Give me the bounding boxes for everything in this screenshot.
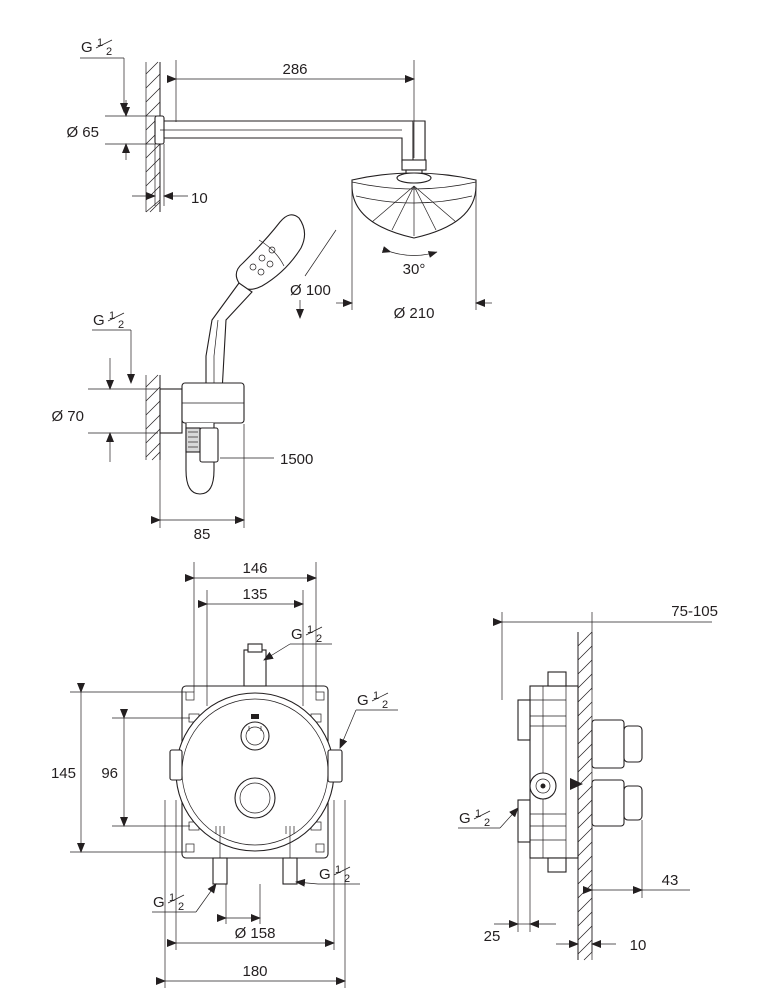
thread-den-front-top: 2	[316, 633, 323, 645]
thread-g-front-top: G	[291, 626, 303, 643]
dim-wall-thickness	[556, 898, 646, 954]
thread-g-side: G	[459, 810, 471, 827]
thread-g-front-br: G	[319, 866, 331, 883]
thread-den-front-right: 2	[382, 699, 389, 711]
svg-text:1500: 1500	[280, 451, 314, 468]
thread-den-front-bl: 2	[178, 901, 185, 913]
svg-text:Ø 158: Ø 158	[234, 925, 276, 942]
thread-num-front-bl: 1	[169, 892, 176, 904]
thread-num-front-top: 1	[307, 624, 314, 636]
dim-height-outer	[51, 692, 186, 852]
dim-flange-depth	[132, 144, 208, 207]
thread-num-top: 1	[97, 37, 104, 49]
thread-g-front-right: G	[357, 692, 369, 709]
svg-text:25: 25	[483, 928, 501, 945]
view-top-elevation	[51, 37, 492, 543]
thread-label-front-bottom-left	[152, 884, 216, 913]
thread-num-front-br: 1	[335, 864, 342, 876]
thread-label-front-right	[340, 690, 398, 748]
thread-g-top: G	[81, 39, 93, 56]
thread-label-lower-inlet	[92, 310, 131, 383]
svg-text:96: 96	[101, 765, 118, 782]
thread-g-lower: G	[93, 312, 105, 329]
wall-hatch-side	[578, 632, 592, 960]
svg-text:85: 85	[193, 526, 211, 543]
thread-label-front-bottom-right	[296, 864, 360, 885]
svg-text:Ø 100: Ø 100	[290, 282, 331, 299]
hand-shower	[200, 215, 305, 400]
svg-text:Ø 70: Ø 70	[51, 408, 84, 425]
thread-den-side: 2	[484, 817, 491, 829]
svg-text:Ø 65: Ø 65	[66, 124, 99, 141]
thread-label-top-inlet	[80, 37, 124, 112]
thread-g-front-bl: G	[153, 894, 165, 911]
view-front	[51, 560, 398, 988]
svg-text:10: 10	[629, 937, 647, 954]
thread-den-front-br: 2	[344, 873, 351, 885]
shower-arm	[155, 116, 426, 178]
svg-text:43: 43	[661, 872, 679, 889]
wall-union-holder	[160, 383, 244, 494]
svg-text:146: 146	[242, 560, 268, 577]
svg-text:180: 180	[242, 963, 268, 980]
concealed-body-section	[518, 672, 642, 872]
thread-label-front-top	[264, 624, 332, 660]
thread-label-side-left	[458, 808, 518, 829]
thread-num-lower: 1	[109, 310, 116, 322]
wall-hatch-lower	[146, 375, 160, 460]
view-side-section	[458, 603, 718, 960]
dim-flange-dia-lower	[51, 358, 158, 462]
thread-num-front-right: 1	[373, 690, 380, 702]
svg-text:286: 286	[282, 61, 308, 78]
svg-text:Ø 210: Ø 210	[393, 305, 435, 322]
thread-num-side: 1	[475, 808, 482, 820]
svg-text:145: 145	[50, 765, 76, 782]
head-shower	[352, 173, 476, 238]
thread-den-lower: 2	[118, 319, 125, 331]
thread-den-top: 2	[106, 46, 113, 58]
svg-text:10: 10	[191, 190, 208, 207]
dim-flange-dia-top	[66, 100, 156, 160]
svg-text:75-105: 75-105	[671, 603, 718, 620]
dim-outlet-projection	[592, 820, 690, 898]
dim-hose-length	[220, 451, 313, 468]
svg-text:135: 135	[242, 586, 268, 603]
spray-angle-indicator	[391, 252, 437, 278]
dim-spray-angle: 30°	[402, 261, 426, 278]
